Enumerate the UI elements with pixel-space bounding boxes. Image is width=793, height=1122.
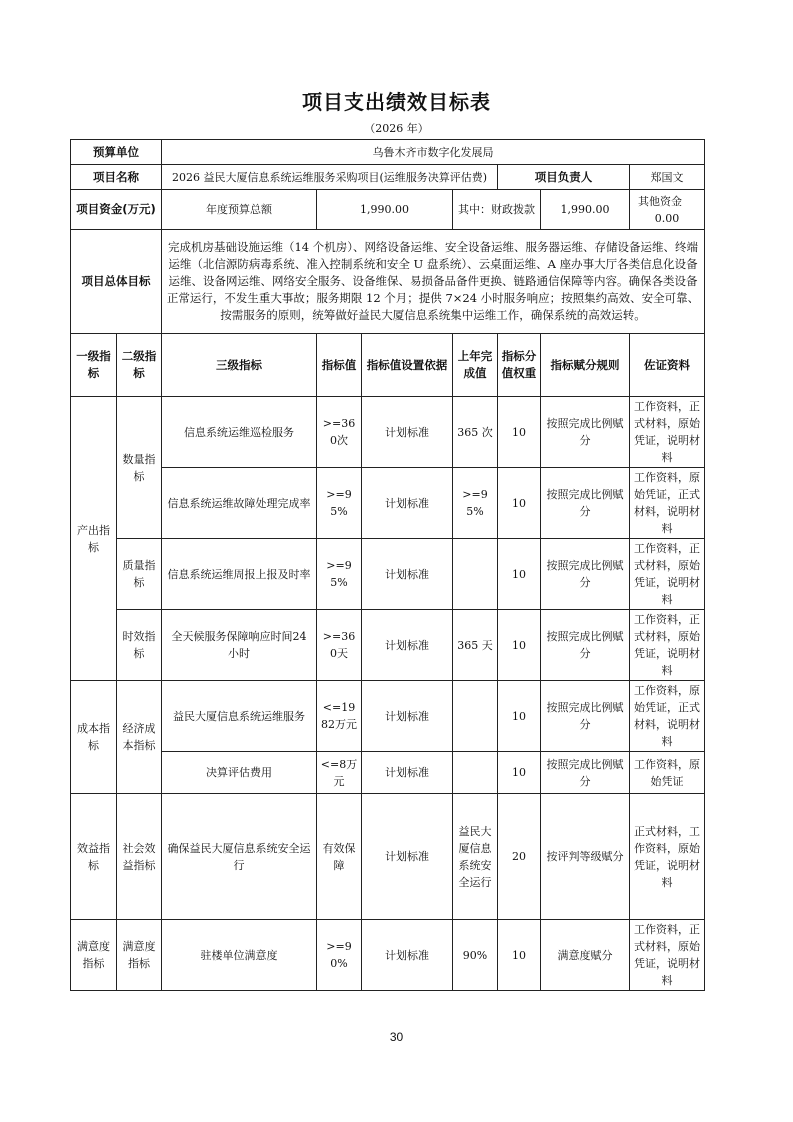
other-funds-label: 其他资金 [638, 194, 683, 208]
weight-cell: 10 [498, 752, 541, 794]
last-year-cell: 90% [453, 920, 498, 991]
last-year-cell: 365 天 [453, 610, 498, 681]
evidence-cell: 正式材料，工作资料，原始凭证，说明材料 [630, 794, 705, 920]
l2-cell: 经济成本指标 [117, 681, 162, 794]
value-cell: 有效保障 [317, 794, 362, 920]
l1-cell: 效益指标 [71, 794, 117, 920]
col-header-basis: 指标值设置依据 [362, 334, 453, 397]
col-header-l2: 二级指标 [117, 334, 162, 397]
weight-cell: 20 [498, 794, 541, 920]
l3-cell: 决算评估费用 [162, 752, 317, 794]
value-cell: >=95% [317, 539, 362, 610]
rule-cell: 满意度赋分 [541, 920, 630, 991]
value-cell: >=95% [317, 468, 362, 539]
year-label: （2026 年） [364, 122, 429, 135]
l2-cell: 时效指标 [117, 610, 162, 681]
goal-label: 项目总体目标 [71, 230, 162, 334]
l1-cell: 满意度指标 [71, 920, 117, 991]
weight-cell: 10 [498, 681, 541, 752]
performance-table [70, 139, 705, 991]
l2-cell: 社会效益指标 [117, 794, 162, 920]
basis-cell: 计划标准 [362, 920, 453, 991]
page-number: 30 [389, 1030, 404, 1044]
l3-cell: 确保益民大厦信息系统安全运行 [162, 794, 317, 920]
rule-cell: 按照完成比例赋分 [541, 539, 630, 610]
last-year-cell [453, 681, 498, 752]
rule-cell: 按评判等级赋分 [541, 794, 630, 920]
last-year-cell [453, 539, 498, 610]
col-header-rule: 指标赋分规则 [541, 334, 630, 397]
weight-cell: 10 [498, 920, 541, 991]
page-title: 项目支出绩效目标表 [302, 90, 491, 114]
l3-cell: 信息系统运维巡检服务 [162, 397, 317, 468]
basis-cell: 计划标准 [362, 539, 453, 610]
rule-cell: 按照完成比例赋分 [541, 397, 630, 468]
evidence-cell: 工作资料，正式材料，原始凭证，说明材料 [630, 397, 705, 468]
value-cell: <=1982万元 [317, 681, 362, 752]
evidence-cell: 工作资料，正式材料，原始凭证，说明材料 [630, 539, 705, 610]
funds-label: 项目资金(万元) [71, 190, 162, 230]
budget-unit-value: 乌鲁木齐市数字化发展局 [162, 140, 705, 165]
weight-cell: 10 [498, 539, 541, 610]
basis-cell: 计划标准 [362, 681, 453, 752]
col-header-evidence: 佐证资料 [630, 334, 705, 397]
col-header-l3: 三级指标 [162, 334, 317, 397]
value-cell: >=90% [317, 920, 362, 991]
weight-cell: 10 [498, 468, 541, 539]
last-year-cell: 益民大厦信息系统安全运行 [453, 794, 498, 920]
value-cell: >=360天 [317, 610, 362, 681]
value-cell: <=8万元 [317, 752, 362, 794]
rule-cell: 按照完成比例赋分 [541, 681, 630, 752]
last-year-cell: 365 次 [453, 397, 498, 468]
basis-cell: 计划标准 [362, 794, 453, 920]
l2-cell: 数量指标 [117, 397, 162, 539]
rule-cell: 按照完成比例赋分 [541, 610, 630, 681]
rule-cell: 按照完成比例赋分 [541, 752, 630, 794]
basis-cell: 计划标准 [362, 468, 453, 539]
l1-cell: 产出指标 [71, 397, 117, 681]
basis-cell: 计划标准 [362, 397, 453, 468]
fiscal-value: 1,990.00 [541, 190, 630, 230]
basis-cell: 计划标准 [362, 752, 453, 794]
value-cell: >=360次 [317, 397, 362, 468]
annual-total-value: 1,990.00 [317, 190, 453, 230]
l2-cell: 满意度指标 [117, 920, 162, 991]
l2-cell: 质量指标 [117, 539, 162, 610]
budget-unit-label: 预算单位 [71, 140, 162, 165]
project-name-value: 2026 益民大厦信息系统运维服务采购项目(运维服务决算评估费) [162, 165, 498, 190]
evidence-cell: 工作资料，原始凭证 [630, 752, 705, 794]
rule-cell: 按照完成比例赋分 [541, 468, 630, 539]
col-header-last-year: 上年完成值 [453, 334, 498, 397]
project-lead-value: 郑国文 [630, 165, 705, 190]
other-funds-cell [630, 190, 705, 230]
col-header-l1: 一级指标 [71, 334, 117, 397]
evidence-cell: 工作资料，正式材料，原始凭证，说明材料 [630, 610, 705, 681]
l3-cell: 益民大厦信息系统运维服务 [162, 681, 317, 752]
l3-cell: 信息系统运维周报上报及时率 [162, 539, 317, 610]
weight-cell: 10 [498, 610, 541, 681]
goal-text: 完成机房基础设施运维（14 个机房）、网络设备运维、安全设备运维、服务器运维、存储设备运维、终端运维（北信源防病毒系统、准入控制系统和安全 U 盘系统）、云桌面运维、A 座办事大厅各类信息化设备运维、设备网运维、网络安全服务、设备维保、易损备品备件更换、链路通信保障等内容。确保各类设备正常运行，不发生重大事故；服务期限 12 个月；提供 7×24 小时服务响应；按照集约高效、安全可靠、按需服务的原则，统筹做好益民大厦信息系统集中运维工作，确保系统的高效运转。 [162, 230, 705, 334]
col-header-value: 指标值 [317, 334, 362, 397]
l1-cell: 成本指标 [71, 681, 117, 794]
fiscal-label: 其中：财政拨款 [453, 190, 541, 230]
col-header-weight: 指标分值权重 [498, 334, 541, 397]
evidence-cell: 工作资料，原始凭证，正式材料，说明材料 [630, 681, 705, 752]
basis-cell: 计划标准 [362, 610, 453, 681]
annual-total-label: 年度预算总额 [162, 190, 317, 230]
last-year-cell [453, 752, 498, 794]
other-funds-value: 0.00 [654, 211, 680, 225]
project-name-label: 项目名称 [71, 165, 162, 190]
evidence-cell: 工作资料，正式材料，原始凭证，说明材料 [630, 920, 705, 991]
l3-cell: 信息系统运维故障处理完成率 [162, 468, 317, 539]
project-lead-label: 项目负责人 [498, 165, 630, 190]
weight-cell: 10 [498, 397, 541, 468]
l3-cell: 全天候服务保障响应时间24 小时 [162, 610, 317, 681]
evidence-cell: 工作资料，原始凭证，正式材料，说明材料 [630, 468, 705, 539]
last-year-cell: >=95% [453, 468, 498, 539]
l3-cell: 驻楼单位满意度 [162, 920, 317, 991]
